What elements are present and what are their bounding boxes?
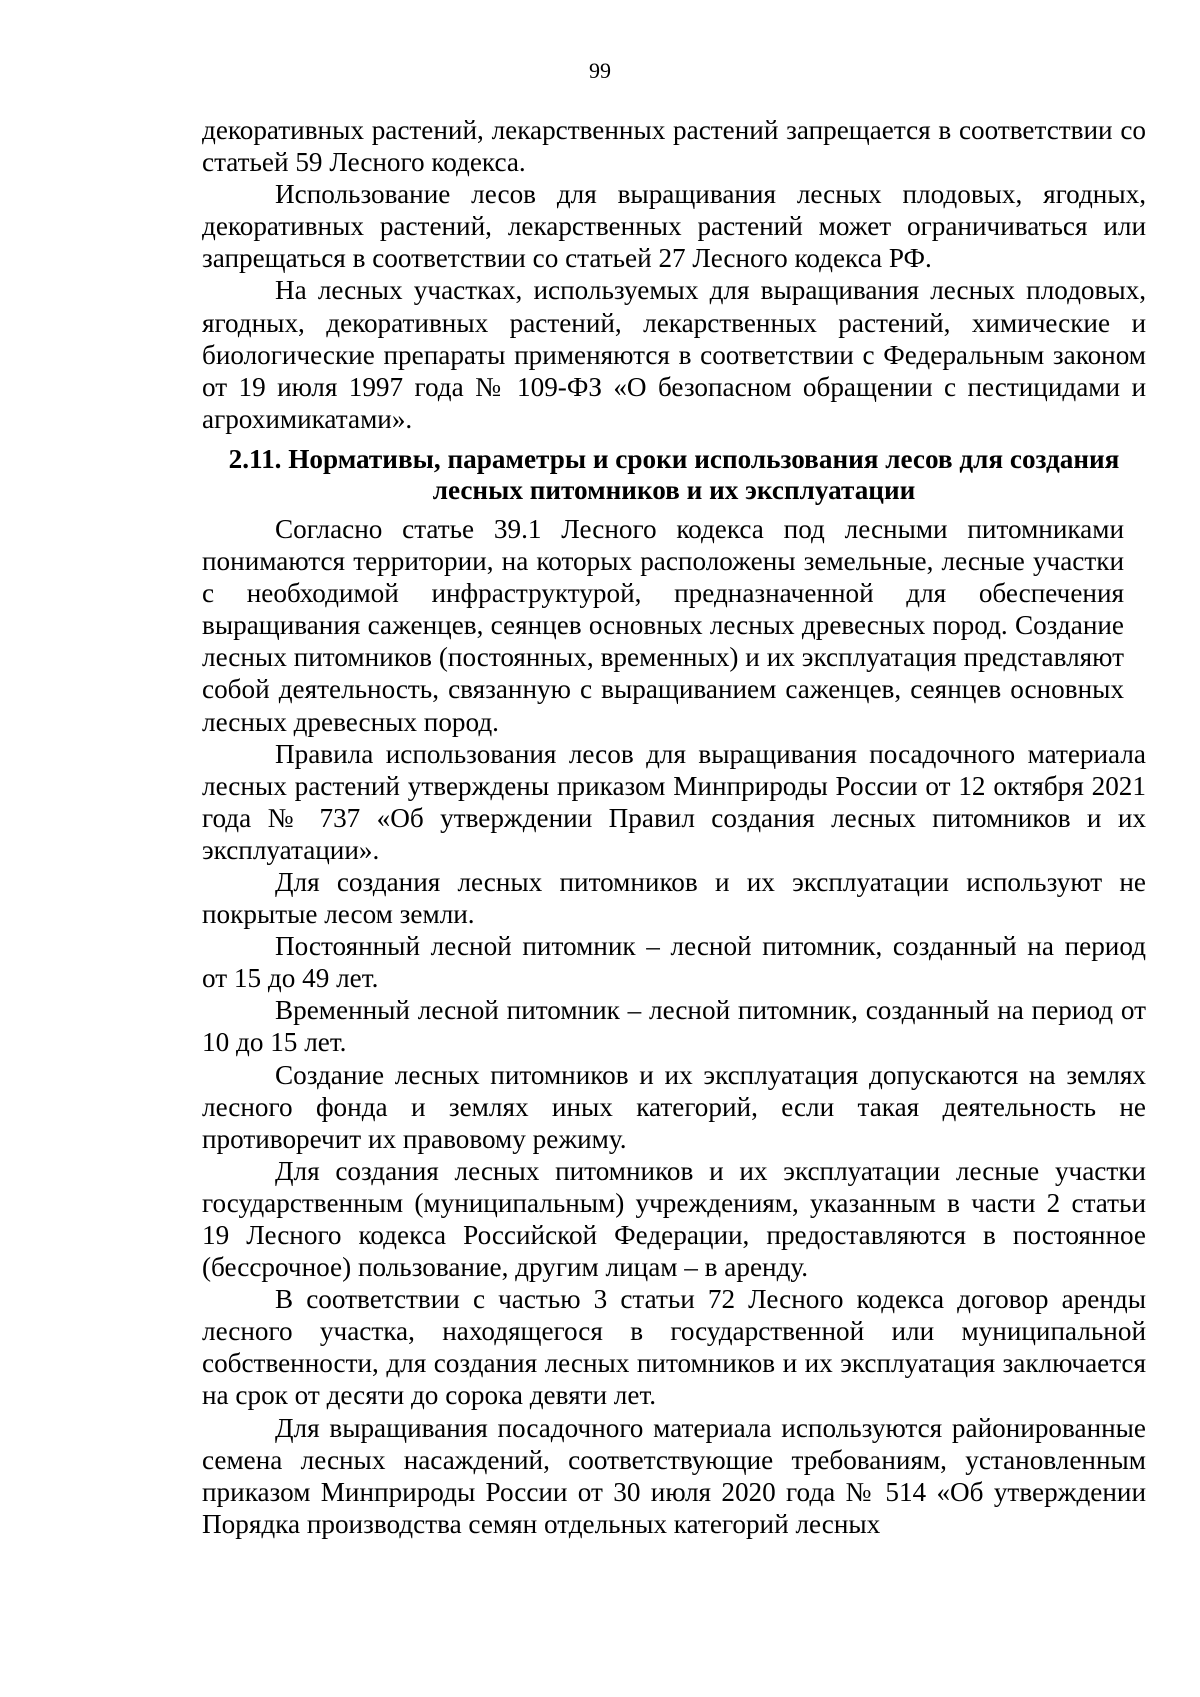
paragraph-continuation: декоративных растений, лекарственных растений запрещается в соответствии со статьей 59 Лесного кодекса.: [202, 115, 1146, 178]
paragraph: Постоянный лесной питомник – лесной питомник, созданный на период от 15 до 49 лет.: [202, 931, 1146, 994]
section-heading-line: лесных питомников и их эксплуатации: [432, 475, 916, 506]
paragraph: Для создания лесных питомников и их эксплуатации используют не покрытые лесом земли.: [202, 866, 1146, 930]
paragraph: Правила использования лесов для выращивания посадочного материала лесных растений утверждены приказом Минприроды России от 12 октября 2021 года № 737 «Об утверждении Правил создания лесных питомников и их эксплуатации».: [202, 738, 1146, 865]
page-number: 99: [589, 58, 611, 83]
document-body: [202, 114, 1146, 1540]
paragraph: В соответствии с частью 3 статьи 72 Лесного кодекса договор аренды лесного участка, находящегося в государственной или муниципальной собственности, для создания лесных питомников и их эксплуатация заключается на срок от десяти до сорока девяти лет.: [202, 1284, 1146, 1411]
section-heading-line: 2.11. Нормативы, параметры и сроки использования лесов для создания: [228, 443, 1120, 474]
paragraph: Создание лесных питомников и их эксплуатация допускаются на землях лесного фонда и землях иных категорий, если такая деятельность не противоречит их правовому режиму.: [202, 1059, 1146, 1154]
paragraph: Для создания лесных питомников и их эксплуатации лесные участки государственным (муниципальным) учреждениям, указанным в части 2 статьи 19 Лесного кодекса Российской Федерации, предоставляются в постоянное (бессрочное) пользование, другим лицам – в аренду.: [202, 1155, 1146, 1283]
paragraph: Использование лесов для выращивания лесных плодовых, ягодных, декоративных растений, лекарственных растений может ограничиваться или запрещаться в соответствии со статьей 27 Лесного кодекса РФ.: [202, 179, 1146, 274]
section-heading: [202, 444, 1146, 507]
paragraph: Временный лесной питомник – лесной питомник, созданный на период от 10 до 15 лет.: [202, 995, 1146, 1058]
paragraph: Для выращивания посадочного материала используются районированные семена лесных насаждений, соответствующие требованиям, установленным приказом Минприроды России от 30 июля 2020 года № 514 «Об утверждении Порядка производства семян отдельных категорий лесных: [202, 1412, 1146, 1539]
paragraph: На лесных участках, используемых для выращивания лесных плодовых, ягодных, декоративных растений, лекарственных растений, химические и биологические препараты применяются в соответствии с Федеральным законом от 19 июля 1997 года № 109-ФЗ «О безопасном обращении с пестицидами и агрохимикатами».: [202, 275, 1146, 434]
paragraph: Согласно статье 39.1 Лесного кодекса под лесными питомниками понимаются территории, на которых расположены земельные, лесные участки с необходимой инфраструктурой, предназначенной для обеспечения выращивания саженцев, сеянцев основных лесных древесных пород. Создание лесных питомников (постоянных, временных) и их эксплуатация представляют собой деятельность, связанную с выращиванием саженцев, сеянцев основных лесных древесных пород.: [202, 513, 1124, 737]
